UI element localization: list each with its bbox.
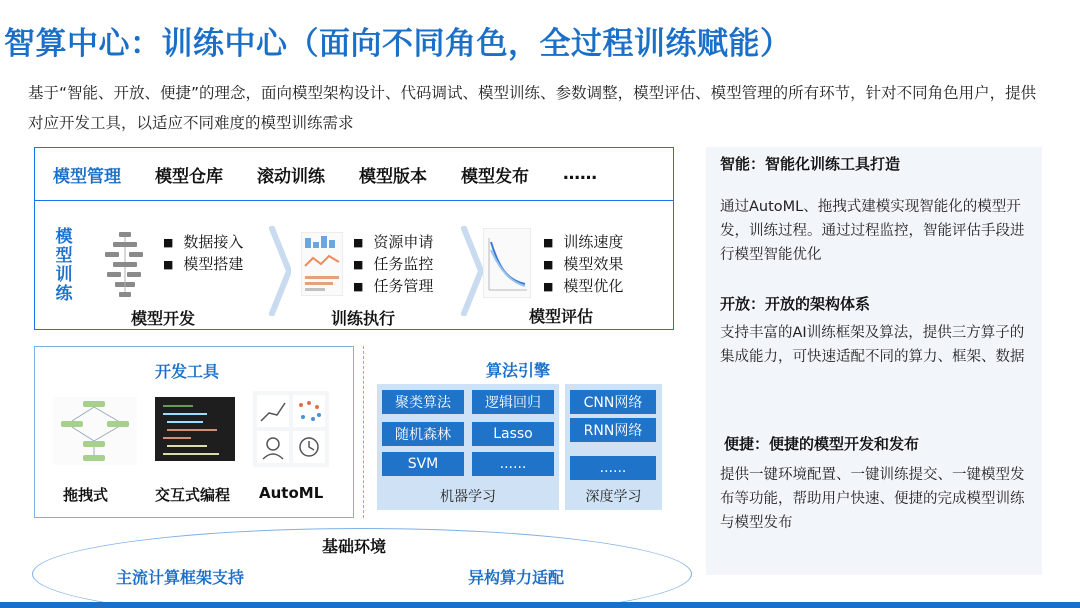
management-item-repository: 模型仓库 [155,166,223,187]
bullet-model-build: ■ 模型搭建 [163,254,243,276]
algorithm-title: 算法引擎 [486,361,551,380]
algo-svm: SVM [382,452,464,476]
management-item-rolling-training: 滚动训练 [257,166,325,187]
bottom-accent-bar [0,602,1080,608]
tool-label-drag: 拖拽式 [63,486,109,504]
features-panel [706,147,1042,575]
feature-body-open: 支持丰富的AI训练框架及算法，提供三方算子的集成能力，可快速适配不同的算力、框架、数据 [720,325,1025,365]
bullet-data-ingest: ■ 数据接入 [163,232,243,254]
training-process-box [34,147,674,330]
base-environment-title: 基础环境 [322,537,387,556]
automl-icon [253,391,329,467]
stage-title-exec: 训练执行 [331,309,396,328]
intro-text: 基于“智能、开放、便捷”的理念，面向模型架构设计、代码调试、模型训练、参数调整，模型评估、模型管理的所有环节，针对不同角色用户，提供对应开发工具，以适应不同难度的模型训练需求 [28,84,1037,132]
tool-label-interactive: 交互式编程 [155,486,231,504]
bullet-train-speed: ■ 训练速度 [543,232,623,254]
algo-rnn: RNN网络 [570,418,656,442]
model-flow-thumbnail-icon [99,230,151,302]
tool-label-automl: AutoML [259,484,324,502]
management-item-release: 模型发布 [461,166,529,187]
scatter-tile-icon [293,395,325,427]
chevron-right-icon [269,226,291,316]
dev-tools-box [34,346,354,518]
stage-title-dev: 模型开发 [131,309,196,328]
bullet-model-optimize: ■ 模型优化 [543,276,623,298]
stage-dev-bullets [163,232,243,276]
page-title: 智算中心：训练中心（面向不同角色，全过程训练赋能） [4,26,792,62]
machine-learning-label: 机器学习 [440,489,496,505]
bullet-task-manage: ■ 任务管理 [353,276,433,298]
base-item-heterogeneous: 异构算力适配 [468,568,565,587]
algo-clustering: 聚类算法 [382,390,464,414]
algo-random-forest: 随机森林 [382,422,464,446]
feature-body-convenient: 提供一键环境配置、一键训练提交、一键模型发布等功能，帮助用户快速、便捷的完成模型训练与模型发布 [720,467,1025,531]
bullet-task-monitor: ■ 任务监控 [353,254,433,276]
algo-dl-more: ...... [570,456,656,480]
training-monitor-thumbnail-icon [301,232,343,296]
user-profile-tile-icon [257,431,289,463]
management-item-more: …… [563,164,597,184]
algo-lasso: Lasso [472,422,554,446]
evaluation-curve-thumbnail-icon [483,228,531,298]
model-management-row [35,148,673,201]
feature-title-smart: 智能：智能化训练工具打造 [720,155,901,173]
feature-title-convenient: 便捷：便捷的模型开发和发布 [724,435,920,453]
dev-tools-title: 开发工具 [155,362,220,381]
deep-learning-panel [565,384,662,510]
machine-learning-panel [377,384,559,510]
algo-cnn: CNN网络 [570,390,656,414]
chevron-right-icon [461,226,483,316]
algo-logistic-regression: 逻辑回归 [472,390,554,414]
code-editor-icon [155,397,235,465]
chart-tile-icon [257,395,289,427]
algorithm-engine-box [363,346,673,518]
stage-exec-bullets [353,232,433,298]
base-item-frameworks: 主流计算框架支持 [116,568,245,587]
algo-ml-more: ...... [472,452,554,476]
training-label: 模型训练 [55,227,73,304]
clock-tile-icon [293,431,325,463]
feature-body-smart: 通过AutoML、拖拽式建模实现智能化的模型开发，训练过程。通过过程监控，智能评估手段进行模型智能优化 [720,199,1025,263]
drag-flow-icon [53,397,137,465]
management-item-version: 模型版本 [359,166,427,187]
feature-title-open: 开放：开放的架构体系 [720,295,871,313]
bullet-resource-request: ■ 资源申请 [353,232,433,254]
stage-title-eval: 模型评估 [529,307,594,326]
management-label: 模型管理 [53,166,121,187]
stage-eval-bullets [543,232,623,298]
deep-learning-label: 深度学习 [585,489,642,505]
bullet-model-effect: ■ 模型效果 [543,254,623,276]
